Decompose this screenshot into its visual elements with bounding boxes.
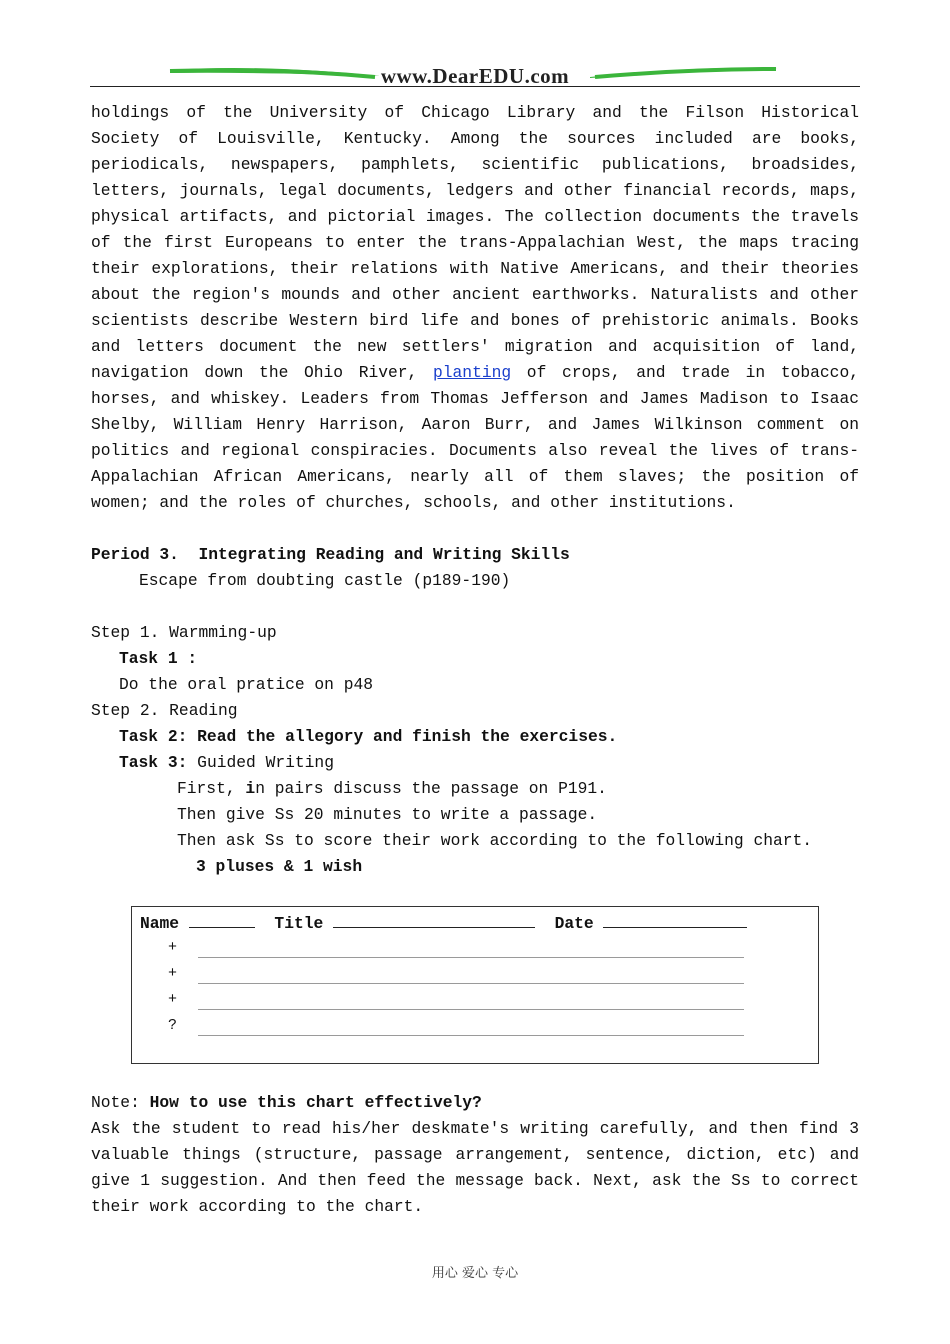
writing-line	[198, 957, 744, 958]
intro-paragraph	[91, 100, 859, 516]
writing-line	[198, 1009, 744, 1010]
note-heading	[91, 1090, 482, 1116]
task-3-line	[119, 750, 334, 776]
header-divider	[90, 86, 860, 87]
note-paragraph: Ask the student to read his/her deskmate's writing carefully, and then find 3 valuable things (structure, passage arrangement, sentence, diction, etc) and give 1 suggestion. And then feed the message back. Next, ask the Ss to correct their work according to the chart.	[91, 1119, 859, 1216]
writing-line	[198, 1035, 744, 1036]
note-label: Note:	[91, 1093, 150, 1112]
chart-title: 3 pluses & 1 wish	[196, 857, 363, 876]
planting-link[interactable]: planting	[432, 363, 512, 382]
step-2-heading: Step 2. Reading	[91, 701, 238, 720]
guided-line-1-post: n pairs discuss the passage on P191.	[255, 779, 607, 798]
scoring-chart	[131, 906, 819, 1064]
date-label: Date	[554, 914, 594, 933]
chart-row-wish[interactable]	[168, 1013, 192, 1039]
chart-row-plus-1[interactable]	[168, 935, 192, 961]
plus-symbol: +	[168, 991, 178, 1008]
task-3-label: Task 3:	[119, 753, 188, 772]
chart-header-row	[140, 909, 747, 937]
name-label: Name	[140, 914, 180, 933]
task-1-text: Do the oral pratice on p48	[119, 675, 374, 694]
date-blank[interactable]	[603, 909, 747, 928]
period-title: Period 3. Integrating Reading and Writing Skills	[91, 545, 570, 564]
intro-text-part2: of crops, and trade in tobacco, horses, and whiskey. Leaders from Thomas Jefferson and James Madison to Isaac Shelby, William Henry Harrison, Aaron Burr, and James Wilkinson comment on politics and regional conspiracies. Documents also reveal the lives of trans-Appalachian African Americans, nearly all of them slaves; the position of women; and the roles of churches, schools, and other institutions.	[91, 363, 859, 512]
guided-line-1-bold: i	[245, 779, 256, 798]
chart-row-plus-3[interactable]	[168, 987, 192, 1013]
intro-text-part1: holdings of the University of Chicago Library and the Filson Historical Society of Louisville, Kentucky. Among the sources included are books, periodicals, newspapers, pamphlets, scientific publications, broadsides, letters, journals, legal documents, ledgers and other financial records, maps, physical artifacts, and pictorial images. The collection documents the travels of the first Europeans to enter the trans-Appalachian West, the maps tracing their explorations, their relations with Native Americans, and their theories about the region's mounds and other ancient earthworks. Naturalists and other scientists describe Western bird life and bones of prehistoric animals. Books and letters document the new settlers' migration and acquisition of land, navigation down the Ohio River,	[91, 103, 859, 382]
guided-line-1	[177, 776, 607, 802]
title-blank[interactable]	[333, 909, 535, 928]
step-1-heading: Step 1. Warmming-up	[91, 623, 277, 642]
question-symbol: ?	[168, 1017, 178, 1034]
site-header-logo	[90, 62, 860, 88]
task-2-text: Task 2: Read the allegory and finish the exercises.	[119, 727, 618, 746]
plus-symbol: +	[168, 965, 178, 982]
guided-line-2: Then give Ss 20 minutes to write a passage.	[177, 805, 598, 824]
task-1-label: Task 1 :	[119, 649, 198, 668]
plus-symbol: +	[168, 939, 178, 956]
guided-line-3: Then ask Ss to score their work according to the following chart.	[177, 831, 813, 850]
title-label: Title	[274, 914, 324, 933]
note-question: How to use this chart effectively?	[149, 1093, 482, 1112]
task-3-text: Guided Writing	[187, 753, 334, 772]
site-logo-text: www.DearEDU.com	[380, 64, 570, 88]
guided-line-1-pre: First,	[177, 779, 246, 798]
page-footer: 用心 爱心 专心	[431, 1266, 519, 1281]
period-subtitle: Escape from doubting castle (p189-190)	[139, 571, 511, 590]
name-blank[interactable]	[189, 909, 255, 928]
chart-row-plus-2[interactable]	[168, 961, 192, 987]
writing-line	[198, 983, 744, 984]
